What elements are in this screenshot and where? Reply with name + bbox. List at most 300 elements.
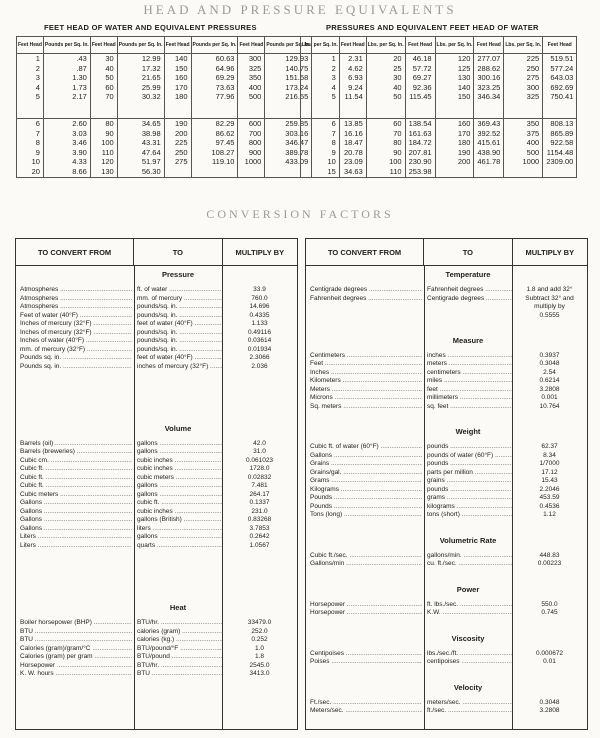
table-cell	[191, 167, 238, 177]
multiplier: 0.00223	[537, 560, 562, 568]
table-cell: 180	[164, 92, 191, 102]
header-multiply: MULTIPLY BY	[525, 247, 575, 257]
multiplier: 0.1337	[249, 499, 270, 507]
to-unit: ft. lbs./sec. .....	[427, 601, 512, 610]
table-row	[17, 148, 312, 158]
to-unit: feet of water (40°F) .....	[137, 320, 222, 329]
conversion-row	[306, 503, 587, 512]
table-cell: 4.33	[43, 157, 90, 167]
column-header: Feet Head	[238, 37, 265, 54]
to-unit: inches of mercury (32°F) .....	[137, 363, 222, 372]
multiplier: 1.0	[254, 644, 265, 652]
conversion-row	[16, 312, 297, 321]
to-unit: cu. ft./sec. .....	[427, 560, 512, 569]
table-row	[301, 167, 577, 177]
table-cell: 433.09	[265, 157, 312, 167]
from-unit: Gallons/min .....	[310, 560, 422, 569]
table-cell: 375	[504, 129, 543, 139]
note-line: multiply by	[534, 303, 565, 310]
spacer-cell	[90, 102, 117, 119]
from-unit: Inches of water (40°F) .....	[20, 337, 132, 346]
column-header: Feet Head	[90, 37, 117, 54]
multiplier: 2545.0	[249, 661, 270, 669]
from-unit: Kilometers .....	[310, 377, 422, 386]
from-unit: Liters .....	[20, 533, 132, 542]
table-cell: 40	[366, 83, 405, 93]
conversion-row	[306, 699, 587, 708]
conversion-row	[16, 320, 297, 329]
table-cell: 5	[17, 92, 44, 102]
table-cell: 30.32	[117, 92, 164, 102]
to-unit: pounds/sq. in. .....	[137, 312, 222, 321]
table-cell: 1000	[238, 157, 265, 167]
spacer-cell	[474, 102, 504, 119]
table-cell: 80	[90, 118, 117, 128]
column-header: Feet Head	[164, 37, 191, 54]
pressure-to-feet-subtitle: PRESSURES AND EQUIVALENT FEET HEAD OF WATER	[326, 23, 539, 32]
table-cell: 60	[90, 83, 117, 93]
to-unit: inches .....	[427, 352, 512, 361]
from-unit: Calories (gram) per gram .....	[20, 653, 132, 662]
table-row	[17, 64, 312, 74]
table-cell: 2.31	[339, 54, 366, 64]
table-cell: 115.45	[405, 92, 435, 102]
table-cell: 60	[366, 118, 405, 128]
table-cell: 2	[301, 64, 340, 74]
table-cell: 30	[90, 54, 117, 64]
table-row	[17, 83, 312, 93]
table-cell: 461.78	[474, 157, 504, 167]
table-cell: 50	[366, 92, 405, 102]
multiplier: 0.252	[251, 636, 268, 644]
multiplier: 0.000672	[535, 649, 564, 657]
table-cell: 8.66	[43, 167, 90, 177]
conversion-row	[306, 460, 587, 469]
table-cell: 30	[366, 73, 405, 83]
multiplier: 2.54	[543, 368, 556, 376]
multiplier: 0.4335	[249, 311, 270, 319]
table-cell: 4	[17, 83, 44, 93]
conversion-body-left	[16, 266, 297, 730]
multiplier: 62.37	[541, 443, 558, 451]
table-cell: 18.47	[339, 138, 366, 148]
table-cell: 11.54	[339, 92, 366, 102]
spacer-cell	[504, 102, 543, 119]
multiplier: 231.0	[251, 507, 268, 515]
spacer-cell	[191, 102, 238, 119]
from-unit: Sq. meters .....	[310, 403, 422, 412]
table-row	[301, 64, 577, 74]
section-title: Volumetric Rate	[439, 535, 497, 545]
conversion-row	[306, 352, 587, 361]
multiplier: 17.12	[541, 468, 558, 476]
conversion-row	[16, 448, 297, 457]
to-unit: calories (kg.) .....	[137, 636, 222, 645]
table-cell: 750.41	[543, 92, 577, 102]
table-row	[17, 92, 312, 102]
from-unit: Centigrade degrees .....	[310, 286, 422, 295]
conversion-row	[16, 533, 297, 542]
note-line: Subtract 32° and	[525, 294, 574, 302]
table-cell: 92.36	[405, 83, 435, 93]
multiplier: 7.481	[251, 482, 268, 490]
table-cell: 519.51	[543, 54, 577, 64]
to-unit: pounds .....	[427, 486, 512, 495]
section-title: Weight	[455, 427, 481, 437]
multiplier: 0.01934	[247, 345, 272, 353]
multiplier: 3.2808	[539, 707, 560, 715]
to-unit: BTU/pound .....	[137, 653, 222, 662]
to-unit: gallons/min. .....	[427, 552, 512, 561]
to-unit: liters .....	[137, 525, 222, 534]
to-unit: pounds/sq. in. .....	[137, 337, 222, 346]
table-cell: 2.17	[43, 92, 90, 102]
table-cell: 346.47	[265, 138, 312, 148]
column-header: Lbs. per Sq. In.	[301, 37, 340, 54]
multiplier: 0.3937	[539, 351, 560, 359]
conversion-table-left	[15, 238, 298, 730]
spacer-cell	[43, 102, 90, 119]
table-cell: 300.16	[474, 73, 504, 83]
head-pressure-title: HEAD AND PRESSURE EQUIVALENTS	[143, 2, 457, 17]
from-unit: Pounds sq. in. .....	[20, 363, 132, 372]
multiplier: 1/7000	[539, 460, 560, 468]
column-header: Lbs. per Sq. In.	[366, 37, 405, 54]
to-unit: meters .....	[427, 360, 512, 369]
table-cell: 108.27	[191, 148, 238, 158]
from-unit: Barrels (oil) .....	[20, 440, 132, 449]
from-unit: Pounds .....	[310, 503, 422, 512]
from-unit: Boiler horsepower (BHP) .....	[20, 619, 132, 628]
feet-head-pressure-table	[16, 36, 312, 178]
table-cell: 225	[504, 54, 543, 64]
table-cell: 110	[366, 167, 405, 177]
multiplier: 2.3066	[249, 354, 270, 361]
table-cell: 161.63	[405, 129, 435, 139]
to-unit: centipoises .....	[427, 658, 512, 667]
table-cell	[543, 167, 577, 177]
to-unit: Fahrenheit degrees .....	[427, 286, 512, 295]
table-cell: 25	[366, 64, 405, 74]
to-unit: BTU/pound/°F .....	[137, 645, 222, 654]
table-cell: 20	[366, 54, 405, 64]
table-cell: 140	[164, 54, 191, 64]
table-cell: 10	[301, 157, 340, 167]
from-unit: Atmospheres .....	[20, 295, 132, 304]
table-row	[301, 138, 577, 148]
column-header: Lbs. per Sq. In.	[504, 37, 543, 54]
table-cell: 275	[504, 73, 543, 83]
table-cell: 3	[301, 73, 340, 83]
multiplier: 14.696	[249, 303, 270, 310]
section-title: Velocity	[453, 682, 483, 692]
from-unit: BTU .....	[20, 636, 132, 645]
table-cell: 170	[435, 129, 474, 139]
conversion-row	[16, 491, 297, 500]
column-header: Pounds per Sq. In.	[191, 37, 238, 54]
to-unit: cubic meters .....	[137, 474, 222, 483]
multiplier: 1.8	[254, 653, 265, 661]
spacer-cell	[301, 102, 340, 119]
table-row	[301, 92, 577, 102]
table-row	[17, 129, 312, 139]
multiplier: 42.0	[253, 439, 266, 447]
from-unit: Barrels (breweries) .....	[20, 448, 132, 457]
table-cell: 160	[164, 73, 191, 83]
from-unit: K. W. hours .....	[20, 670, 132, 679]
table-cell: 125	[435, 64, 474, 74]
to-unit: pounds/sq. in. .....	[137, 329, 222, 338]
to-unit: BTU .....	[137, 670, 222, 679]
conversion-row	[306, 511, 587, 520]
multiplier: 453.59	[539, 494, 560, 502]
spacer-cell	[17, 102, 44, 119]
table-cell: 120	[435, 54, 474, 64]
to-unit: pounds of water (60°F) .....	[427, 452, 512, 461]
to-unit: gallons .....	[137, 482, 222, 491]
table-cell: 138.54	[405, 118, 435, 128]
table-cell: 69.27	[405, 73, 435, 83]
table-cell: 9.24	[339, 83, 366, 93]
table-cell: 129.93	[265, 54, 312, 64]
table-cell: 8	[301, 138, 340, 148]
table-cell: 1154.48	[543, 148, 577, 158]
multiplier: 10.764	[539, 402, 560, 410]
table-cell: 250	[504, 64, 543, 74]
table-cell: 7	[17, 129, 44, 139]
table-cell: 346.34	[474, 92, 504, 102]
table-cell: 922.58	[543, 138, 577, 148]
table-cell: 97.45	[191, 138, 238, 148]
conversion-row	[16, 286, 297, 295]
from-unit: Microns .....	[310, 394, 422, 403]
multiplier: 15.43	[541, 477, 558, 485]
from-unit: Poises .....	[310, 658, 422, 667]
conversion-row	[16, 499, 297, 508]
table-cell: 350	[238, 73, 265, 83]
from-unit: Cubic ft. .....	[20, 482, 132, 491]
table-header-row	[17, 37, 312, 54]
conversion-row	[306, 377, 587, 386]
table-cell	[238, 167, 265, 177]
table-cell: 73.63	[191, 83, 238, 93]
table-cell: 190	[164, 118, 191, 128]
conversion-header	[16, 239, 297, 266]
conversion-row	[16, 542, 297, 551]
from-unit: Gallons .....	[20, 508, 132, 517]
table-cell: 577.24	[543, 64, 577, 74]
conversion-row	[306, 360, 587, 369]
conversion-row	[16, 295, 297, 304]
from-unit: Gallons .....	[20, 516, 132, 525]
table-cell: 400	[238, 83, 265, 93]
table-cell: 207.81	[405, 148, 435, 158]
table-cell: 56.30	[117, 167, 164, 177]
table-cell: 389.78	[265, 148, 312, 158]
table-cell: 392.52	[474, 129, 504, 139]
from-unit: Pounds sq. in. .....	[20, 354, 132, 363]
table-header-row	[301, 37, 577, 54]
feet-to-pressure-subtitle: FEET HEAD OF WATER AND EQUIVALENT PRESSURES	[44, 23, 257, 32]
multiplier: 3.7853	[249, 524, 270, 532]
table-cell: 38.98	[117, 129, 164, 139]
to-unit: gallons .....	[137, 440, 222, 449]
multiplier: 0.061023	[245, 456, 274, 464]
table-cell: 3	[17, 73, 44, 83]
conversion-body-right	[306, 266, 587, 730]
header-to: TO	[424, 239, 512, 265]
conversion-row	[16, 346, 297, 355]
table-cell: 700	[238, 129, 265, 139]
multiplier: 0.83268	[247, 516, 272, 524]
note-line: 1.8 and add 32°	[526, 286, 573, 293]
table-cell: 8	[17, 138, 44, 148]
to-unit: ft. of water .....	[137, 286, 222, 295]
table-cell: 438.90	[474, 148, 504, 158]
conversion-row	[306, 609, 587, 618]
table-cell: 325	[238, 64, 265, 74]
to-unit: miles .....	[427, 377, 512, 386]
conversion-row	[306, 369, 587, 378]
section-title: Viscosity	[451, 633, 485, 643]
conversion-row	[306, 443, 587, 452]
table-cell: 350	[504, 118, 543, 128]
table-cell: 130	[90, 167, 117, 177]
table-cell: 34.65	[117, 118, 164, 128]
section-title: Heat	[169, 603, 187, 613]
table-cell: 415.61	[474, 138, 504, 148]
to-unit: pounds .....	[427, 443, 512, 452]
to-unit: pounds/sq. in. .....	[137, 303, 222, 312]
section-title: Volume	[164, 423, 192, 433]
conversion-row	[306, 560, 587, 569]
multiplier: 448.83	[539, 551, 560, 559]
from-unit: mm. of mercury (32°F) .....	[20, 346, 132, 355]
multiplier: 0.001	[541, 394, 558, 402]
multiplier: 1728.0	[249, 465, 270, 473]
from-unit: Feet of water (40°F) .....	[20, 312, 132, 321]
table-cell: 170	[164, 83, 191, 93]
spacer-cell	[366, 102, 405, 119]
to-unit: lbs./sec./ft. .....	[427, 650, 512, 659]
table-cell: 643.03	[543, 73, 577, 83]
column-header: Feet Head	[405, 37, 435, 54]
table-cell: 16.16	[339, 129, 366, 139]
to-unit: cubic ft. .....	[137, 499, 222, 508]
table-cell: 86.62	[191, 129, 238, 139]
table-cell: 2309.00	[543, 157, 577, 167]
from-unit: Cubic ft. .....	[20, 465, 132, 474]
table-cell: .87	[43, 64, 90, 74]
to-unit: quarts .....	[137, 542, 222, 551]
table-cell: 110	[90, 148, 117, 158]
to-unit: BTU/hr. .....	[137, 619, 222, 628]
conversion-row	[16, 303, 297, 312]
table-cell: 90	[366, 148, 405, 158]
from-unit: Horsepower .....	[310, 609, 422, 618]
conversion-row	[306, 601, 587, 610]
conversion-row	[306, 452, 587, 461]
section-title: Pressure	[161, 270, 195, 279]
from-unit: Meters/sec. .....	[310, 707, 422, 716]
to-unit: gallons .....	[137, 448, 222, 457]
table-cell: 325	[504, 92, 543, 102]
table-row	[17, 167, 312, 177]
temperature-note	[512, 286, 587, 320]
multiplier: 0.02832	[247, 473, 272, 481]
table-row	[17, 73, 312, 83]
table-cell: 13.85	[339, 118, 366, 128]
multiplier: 1.12	[543, 511, 556, 519]
to-unit: BTU/hr. .....	[137, 662, 222, 671]
table-row	[17, 138, 312, 148]
conversion-row	[16, 670, 297, 679]
table-cell: 140.75	[265, 64, 312, 74]
table-cell: 77.96	[191, 92, 238, 102]
conversion-row	[16, 508, 297, 517]
table-cell: 21.65	[117, 73, 164, 83]
table-cell: 500	[504, 148, 543, 158]
table-cell: 400	[504, 138, 543, 148]
table-cell: 6	[301, 118, 340, 128]
conversion-row	[16, 329, 297, 338]
multiplier: 3.2808	[539, 385, 560, 393]
table-cell: 3.46	[43, 138, 90, 148]
from-unit: Gallons .....	[20, 499, 132, 508]
table-cell: 369.43	[474, 118, 504, 128]
conversion-row	[16, 653, 297, 662]
multiplier: 760.0	[251, 294, 268, 302]
to-unit: parts per million .....	[427, 469, 512, 478]
table-cell: 1.30	[43, 73, 90, 83]
table-cell: 12.99	[117, 54, 164, 64]
from-unit: Atmospheres .....	[20, 303, 132, 312]
table-cell: 100	[366, 157, 405, 167]
conversion-row	[16, 457, 297, 466]
table-cell: 184.72	[405, 138, 435, 148]
multiplier: 31.0	[253, 448, 266, 456]
multiplier: 33479.0	[247, 619, 272, 627]
table-cell: 150	[164, 64, 191, 74]
multiplier: 2.036	[251, 362, 268, 370]
table-cell: 9	[17, 148, 44, 158]
table-cell: 230.90	[405, 157, 435, 167]
conversion-row	[16, 465, 297, 474]
table-cell: 3.03	[43, 129, 90, 139]
conversion-row	[306, 394, 587, 403]
conversion-row	[16, 628, 297, 637]
table-cell: 4	[301, 83, 340, 93]
table-row	[301, 73, 577, 83]
from-unit: Horsepower .....	[310, 601, 422, 610]
table-row	[301, 157, 577, 167]
table-cell	[435, 167, 474, 177]
from-unit: Pounds .....	[310, 494, 422, 503]
header-multiply: MULTIPLY BY	[235, 247, 285, 257]
table-cell: 300	[238, 54, 265, 64]
conversion-row	[16, 662, 297, 671]
to-unit: grams .....	[427, 494, 512, 503]
table-row	[301, 148, 577, 158]
table-row	[17, 118, 312, 128]
conversion-row	[306, 707, 587, 716]
multiplier: 8.34	[543, 451, 556, 459]
table-cell: 119.10	[191, 157, 238, 167]
multiplier: 1.0567	[249, 541, 270, 549]
table-cell: 253.98	[405, 167, 435, 177]
to-unit: kilograms .....	[427, 503, 512, 512]
to-unit: sq. feet .....	[427, 403, 512, 412]
